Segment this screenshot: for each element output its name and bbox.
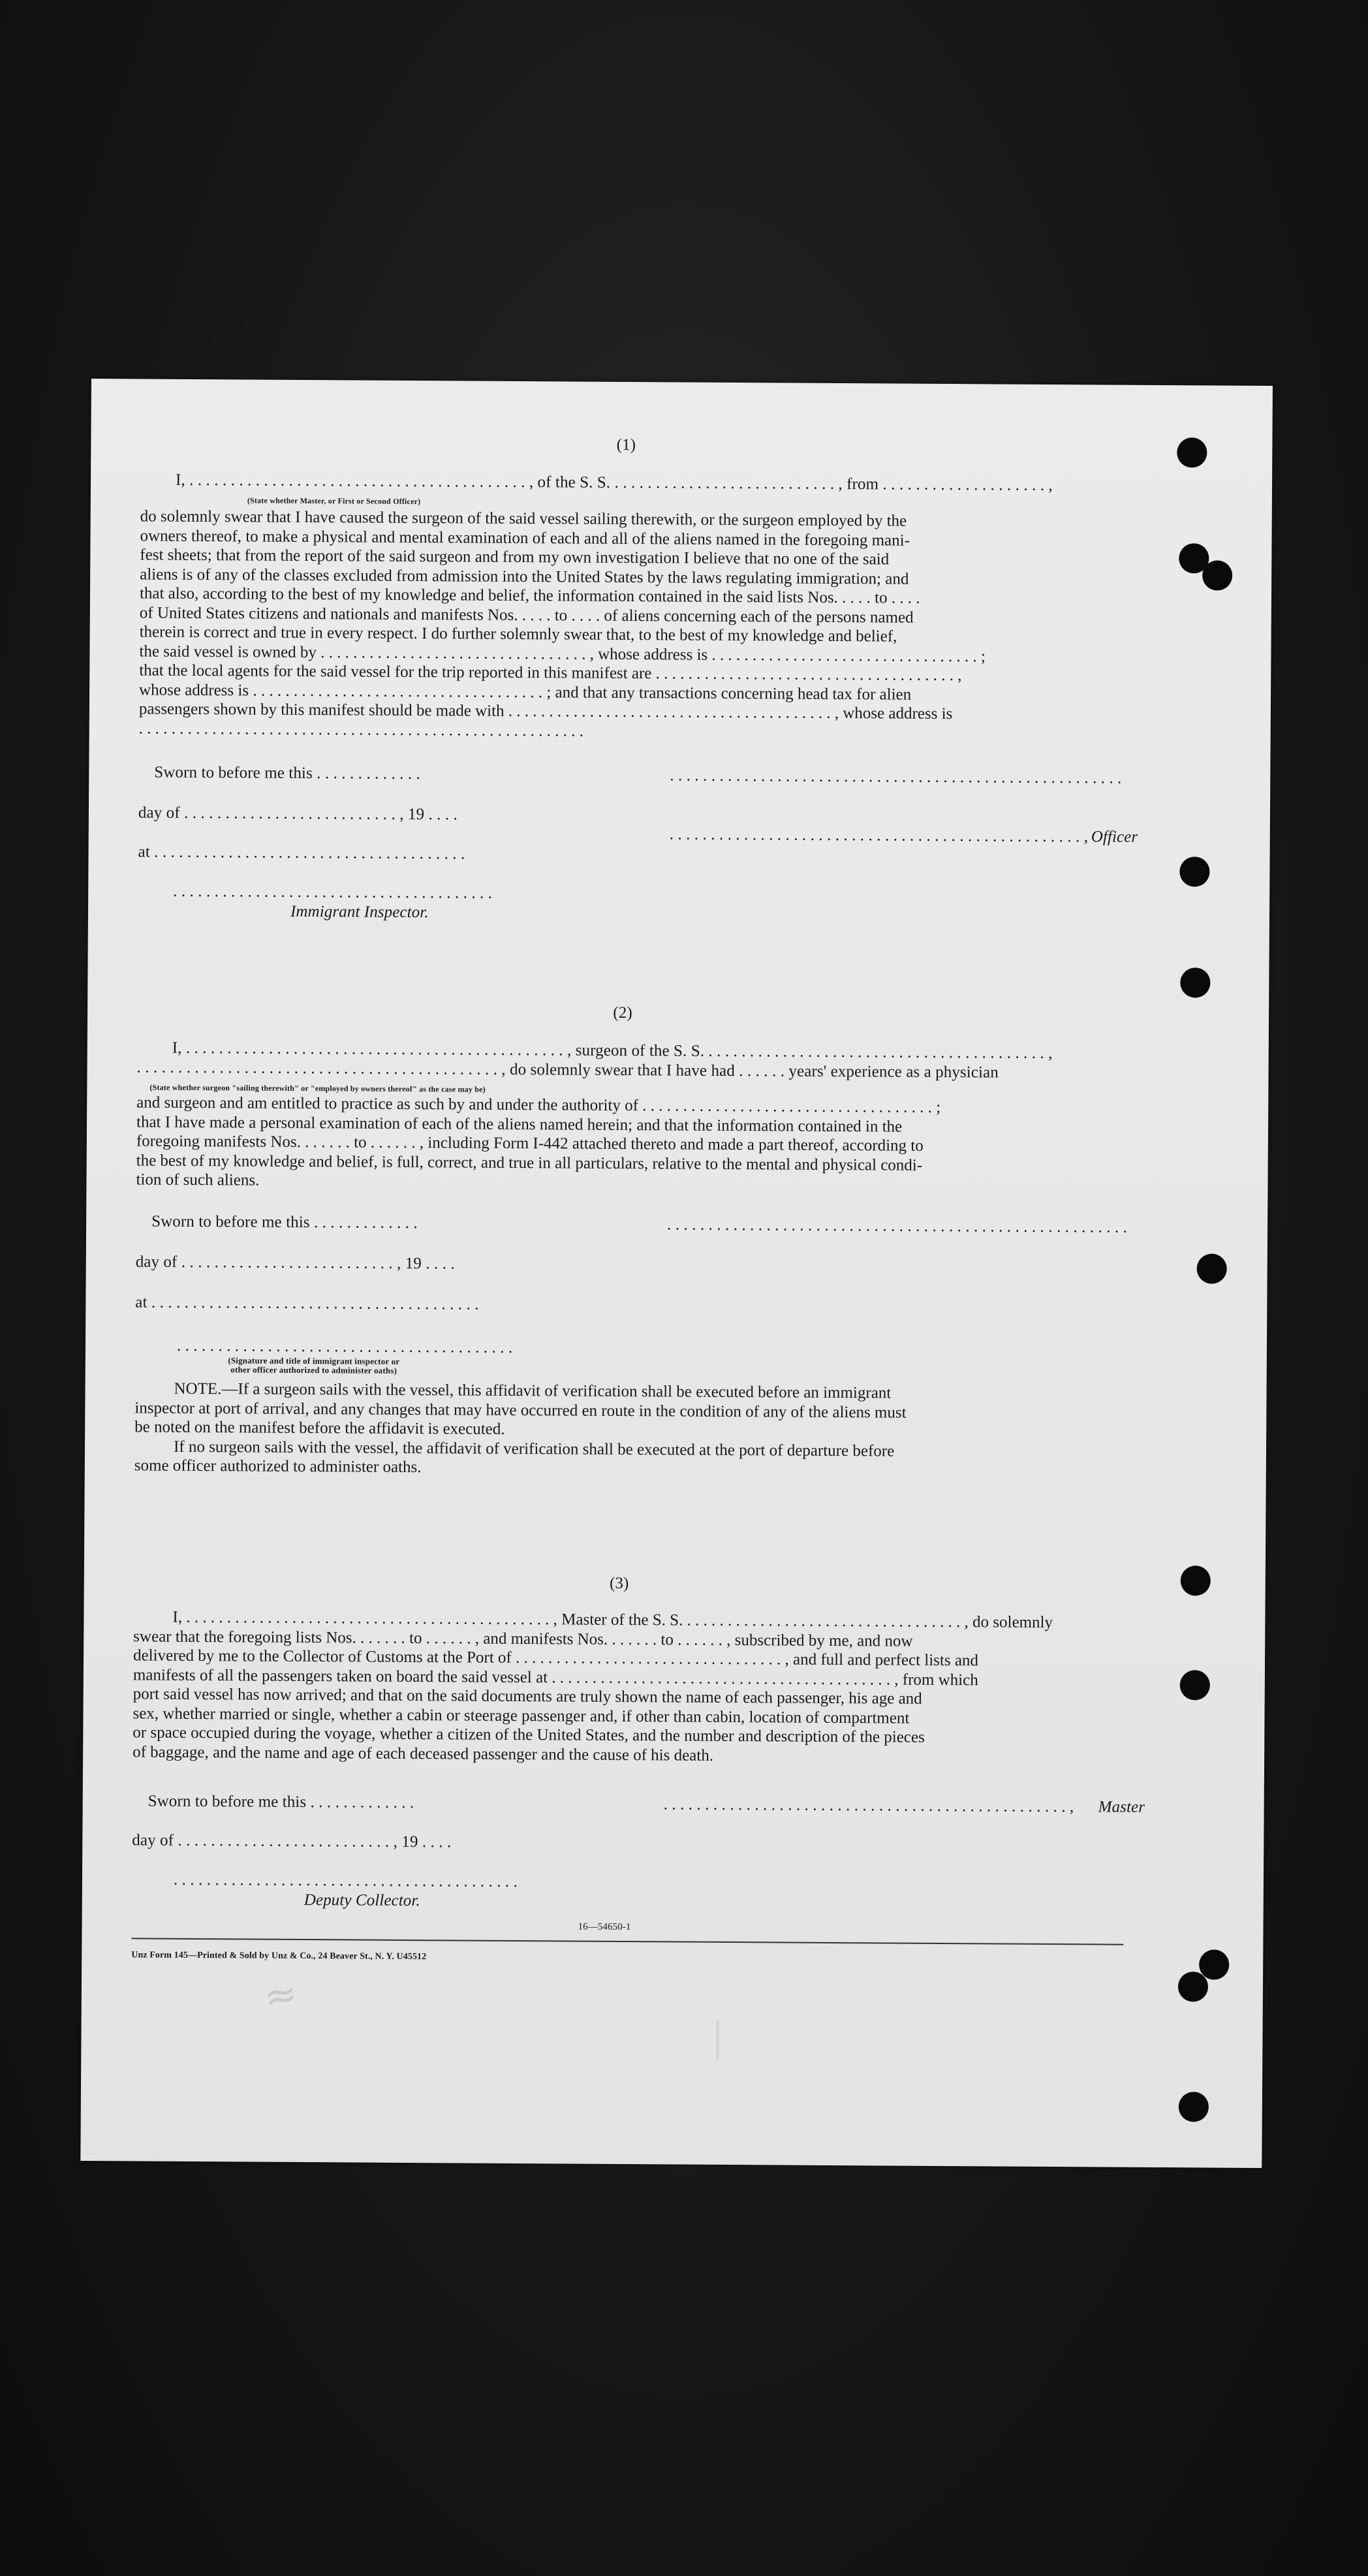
note-line: If no surgeon sails with the vessel, the affidavit of verification shall be executed at the port of departure before	[173, 1437, 895, 1460]
body-line: delivered by me to the Collector of Customs at the Port of . . . . . . . . . . . . . . . . . . . . . . . . . . . . . . . . . , and full and perfect lists and	[132, 1646, 979, 1670]
section-3-number: (3)	[609, 1574, 629, 1593]
section-1-body	[139, 507, 1174, 744]
section-2-body	[136, 1093, 1170, 1195]
section-2-at: at . . . . . . . . . . . . . . . . . . . . . . . . . . . . . . . . . . . . . . . .	[135, 1293, 479, 1313]
section-1-inspector-label: Immigrant Inspector.	[290, 902, 429, 922]
section-2-signature-line: . . . . . . . . . . . . . . . . . . . . . . . . . . . . . . . . . . . . . . . . .	[176, 1336, 513, 1357]
section-2-sig-caption: other officer authorized to administer oaths)	[230, 1364, 397, 1375]
binder-hole	[1179, 856, 1209, 887]
section-1-sworn-signature-line: . . . . . . . . . . . . . . . . . . . . . . . . . . . . . . . . . . . . . . . . . . . . . . . . . . . . . . .	[670, 766, 1122, 787]
body-line: fest sheets; that from the report of the said surgeon and from my own investigation I believe that no one of the said	[140, 546, 890, 569]
binder-hole	[1199, 1949, 1229, 1979]
section-2-sig-caption: (Signature and title of immigrant inspector or	[228, 1355, 400, 1366]
body-line: whose address is . . . . . . . . . . . . . . . . . . . . . . . . . . . . . . . . . . . . ; and that any transactions concerning head tax for alien	[139, 680, 912, 704]
body-line: . . . . . . . . . . . . . . . . . . . . . . . . . . . . . . . . . . . . . . . . . . . . . . . . . . . . . . .	[138, 719, 584, 740]
note-line: inspector at port of arrival, and any changes that may have occurred en route in the condition of any of the aliens must	[134, 1398, 907, 1422]
body-line: do solemnly swear that I have caused the surgeon of the said vessel sailing therewith, or the surgeon employed by the	[140, 507, 907, 530]
section-3-master-line: . . . . . . . . . . . . . . . . . . . . . . . . . . . . . . . . . . . . . . . . . . . . . . . . . ,	[663, 1795, 1074, 1816]
section-2-note	[134, 1379, 1169, 1481]
binder-hole	[1197, 1253, 1227, 1283]
section-1-number: (1)	[616, 435, 636, 454]
section-1-opening-line: I, . . . . . . . . . . . . . . . . . . . . . . . . . . . . . . . . . . . . . . . . . , of the S. S. . . . . . . . . . . . . . . . . . . . . . . . . . . . , from . . . . . . . . . . . . . . . . . . . . ,	[175, 471, 1053, 494]
section-2-day: day of . . . . . . . . . . . . . . . . . . . . . . . . . . , 19 . . . .	[135, 1253, 455, 1273]
body-line: tion of such aliens.	[136, 1170, 260, 1189]
note-line: be noted on the manifest before the affidavit is executed.	[134, 1418, 505, 1438]
section-3-body	[132, 1607, 1177, 1768]
body-line: that also, according to the best of my knowledge and belief, the information contained in the said lists Nos. . . . . to . . . .	[139, 584, 920, 607]
section-3-deputy-line: . . . . . . . . . . . . . . . . . . . . . . . . . . . . . . . . . . . . . . . . . .	[173, 1870, 518, 1891]
body-line: I, . . . . . . . . . . . . . . . . . . . . . . . . . . . . . . . . . . . . . . . . . . . . . , Master of the S. S. . . . . . . . . . . . . . . . . . . . . . . . . . . . . . . . . . . , do solemnly	[172, 1608, 1053, 1632]
section-1-officer-label: Officer	[1091, 828, 1138, 846]
body-line: port said vessel has now arrived; and that on the said documents are truly shown the name of each passenger, his age and	[132, 1685, 922, 1708]
section-2-sworn-signature-line: . . . . . . . . . . . . . . . . . . . . . . . . . . . . . . . . . . . . . . . . . . . . . . . . . . . . . . . .	[667, 1216, 1128, 1236]
binder-hole	[1178, 1971, 1208, 2002]
body-line: that I have made a personal examination of each of the aliens named herein; and that the information contained in the	[136, 1112, 903, 1136]
note-line: NOTE.—If a surgeon sails with the vessel, this affidavit of verification shall be executed before an immigrant	[174, 1379, 892, 1402]
body-line: manifests of all the passengers taken on board the said vessel at . . . . . . . . . . . . . . . . . . . . . . . . . . . . . . . . . . . . . . . . . . , from which	[132, 1665, 978, 1689]
body-line: swear that the foregoing lists Nos. . . . . . . to . . . . . . , and manifests Nos. . . . . . . to . . . . . . , subscribed by me, and now	[133, 1627, 913, 1650]
body-line: aliens is of any of the classes excluded from admission into the United States by the laws regulating immigration; and	[140, 565, 909, 588]
ink-smudge: ≈	[260, 1970, 301, 2021]
footer-rule	[131, 1938, 1123, 1945]
section-1-at: at . . . . . . . . . . . . . . . . . . . . . . . . . . . . . . . . . . . . . .	[138, 843, 465, 863]
body-line: and surgeon and am entitled to practice as such by and under the authority of . . . . . . . . . . . . . . . . . . . . . . . . . . . . . . . . . . . . ;	[136, 1093, 941, 1116]
print-code: 16—54650-1	[578, 1921, 631, 1933]
body-line: the best of my knowledge and belief, is full, correct, and true in all particulars, relative to the mental and physical condi-	[136, 1151, 923, 1174]
section-2-second-line: . . . . . . . . . . . . . . . . . . . . . . . . . . . . . . . . . . . . . . . . . . . . , do solemnly swear that I have had . . . . . . years' experience as a physician	[136, 1058, 999, 1082]
binder-hole	[1179, 2092, 1209, 2122]
section-3-day: day of . . . . . . . . . . . . . . . . . . . . . . . . . . , 19 . . . .	[132, 1831, 452, 1851]
body-line: passengers shown by this manifest should be made with . . . . . . . . . . . . . . . . . . . . . . . . . . . . . . . . . . . . . . . . , whose address is	[138, 700, 953, 723]
note-line: some officer authorized to administer oaths.	[134, 1456, 422, 1477]
section-1-officer-line: . . . . . . . . . . . . . . . . . . . . . . . . . . . . . . . . . . . . . . . . . . . . . . . . . . ,	[669, 825, 1089, 846]
section-1-caption: (State whether Master, or First or Second Officer)	[247, 495, 421, 507]
body-line: the said vessel is owned by . . . . . . . . . . . . . . . . . . . . . . . . . . . . . . . . . , whose address is . . . . . . . . . . . . . . . . . . . . . . . . . . . . . . . . . ;	[139, 642, 986, 665]
section-3-sworn: Sworn to before me this . . . . . . . . . . . . .	[148, 1792, 414, 1812]
ink-smudge: ∣	[707, 2014, 728, 2060]
section-2-number: (2)	[613, 1003, 632, 1022]
binder-hole	[1177, 437, 1207, 467]
footer-imprint: Unz Form 145—Printed & Sold by Unz & Co., 24 Beaver St., N. Y. U45512	[131, 1950, 427, 1962]
body-line: therein is correct and true in every respect. I do further solemnly swear that, to the best of my knowledge and belief,	[139, 623, 897, 646]
section-2-opening-line: I, . . . . . . . . . . . . . . . . . . . . . . . . . . . . . . . . . . . . . . . . . . . . . . , surgeon of the S. S. . . . . . . . . . . . . . . . . . . . . . . . . . . . . . . . . . . . . . . . . . ,	[172, 1039, 1053, 1063]
binder-hole	[1180, 967, 1210, 997]
section-3-master-label: Master	[1098, 1798, 1145, 1816]
body-line: or space occupied during the voyage, whether a citizen of the United States, and the number and description of the pieces	[132, 1723, 925, 1746]
section-2-caption: (State whether surgeon "sailing therewith" or "employed by owners thereof" as the case may be)	[149, 1082, 486, 1094]
section-1-day: day of . . . . . . . . . . . . . . . . . . . . . . . . . . , 19 . . . .	[138, 804, 458, 824]
binder-hole	[1180, 1670, 1210, 1700]
binder-hole	[1202, 560, 1232, 590]
binder-hole	[1181, 1565, 1211, 1595]
section-1-inspector-line: . . . . . . . . . . . . . . . . . . . . . . . . . . . . . . . . . . . . . . .	[173, 882, 493, 902]
body-line: of baggage, and the name and age of each deceased passenger and the cause of his death.	[132, 1742, 714, 1765]
document-page	[80, 379, 1273, 2168]
body-line: that the local agents for the said vessel for the trip reported in this manifest are . . . . . . . . . . . . . . . . . . . . . . . . . . . . . . . . . . . . . ,	[139, 661, 962, 685]
body-line: owners thereof, to make a physical and mental examination of each and all of the aliens named in the foregoing mani-	[140, 526, 910, 550]
body-line: of United States citizens and nationals and manifests Nos. . . . . to . . . . of aliens concerning each of the persons named	[139, 603, 914, 627]
body-line: foregoing manifests Nos. . . . . . . to . . . . . . , including Form I-442 attached thereto and made a part thereof, according to	[136, 1132, 924, 1155]
section-3-deputy-label: Deputy Collector.	[303, 1891, 420, 1910]
section-2-sworn: Sworn to before me this . . . . . . . . . . . . .	[151, 1212, 418, 1233]
body-line: sex, whether married or single, whether a cabin or steerage passenger and, if other than cabin, location of compartment	[132, 1704, 910, 1727]
section-1-sworn: Sworn to before me this . . . . . . . . . . . . .	[154, 763, 421, 783]
